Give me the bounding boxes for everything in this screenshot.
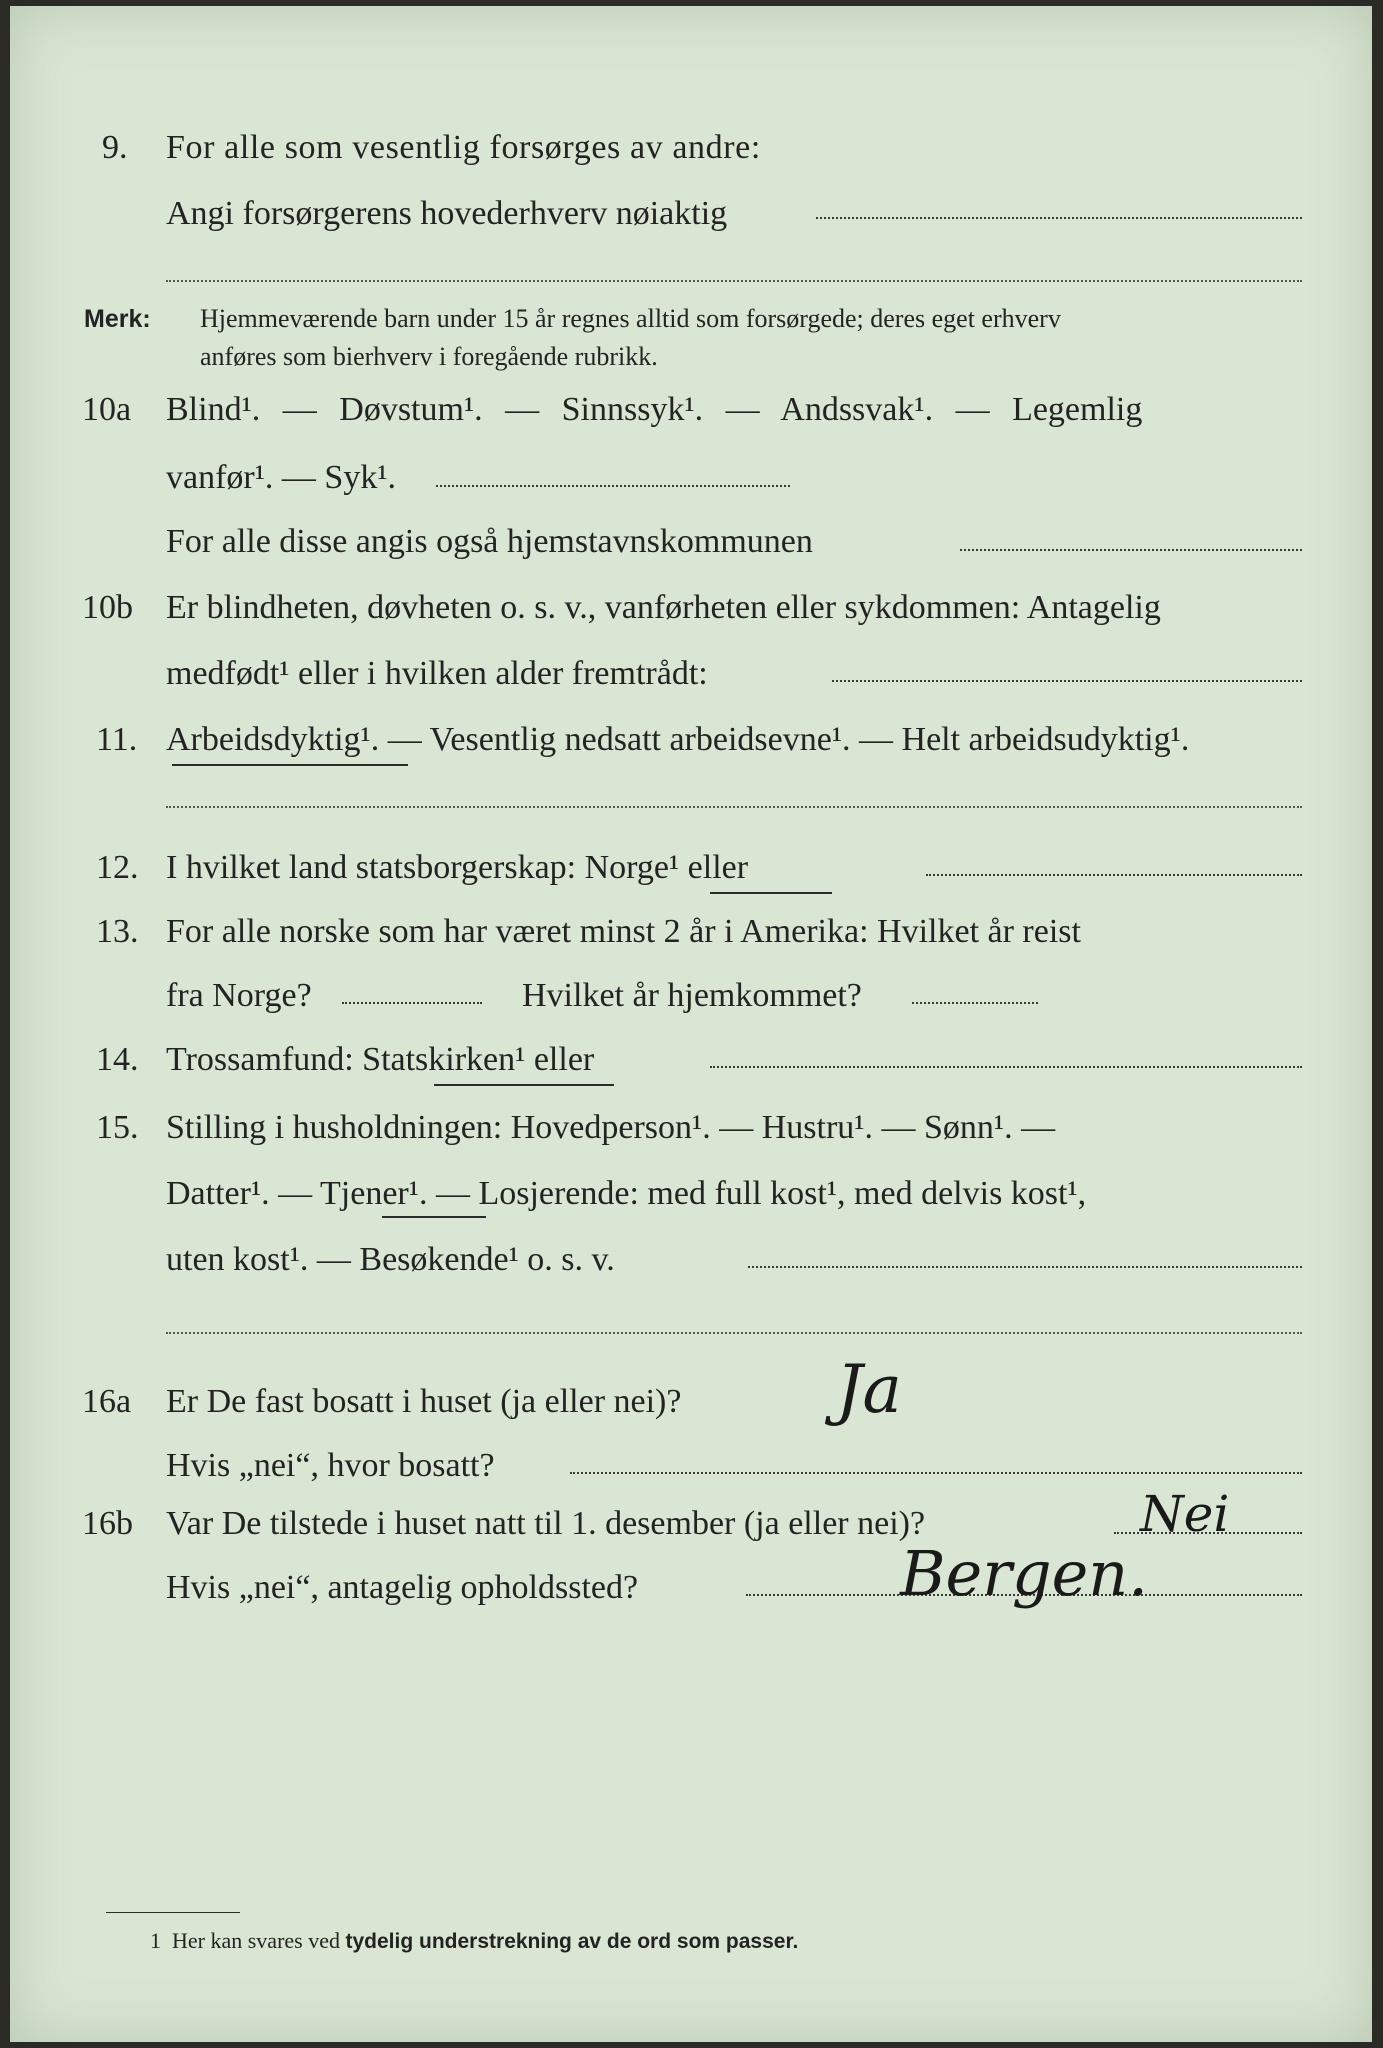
question-14-line1: Trossamfund: Statskirken¹ eller [166, 1041, 595, 1078]
footnote-mark: 1 [150, 1928, 161, 1953]
question-13-line2b: Hvilket år hjemkommet? [522, 977, 862, 1014]
question-10a-line2: vanfør¹. — Syk¹. [166, 459, 397, 496]
question-16a-number: 16a [82, 1383, 132, 1420]
question-15-number: 15. [96, 1109, 139, 1146]
question-14-answer-line[interactable] [710, 1066, 1302, 1068]
question-13-number: 13. [96, 913, 139, 950]
question-11-extra-line[interactable] [166, 806, 1302, 808]
census-form-page [10, 6, 1372, 2042]
question-9-answer-line[interactable] [816, 217, 1302, 219]
question-13-line2a: fra Norge? [166, 977, 312, 1014]
question-9-line1: For alle som vesentlig forsørges av andre: [166, 129, 761, 166]
question-9-number: 9. [102, 129, 128, 166]
question-12-line1: I hvilket land statsborgerskap: Norge¹ eller [166, 849, 749, 886]
question-15-line1: Stilling i husholdningen: Hovedperson¹. — Hustru¹. — Sønn¹. — [166, 1109, 1056, 1146]
question-13-line1: For alle norske som har været minst 2 år i Amerika: Hvilket år reist [166, 913, 1081, 950]
question-15-line3: uten kost¹. — Besøkende¹ o. s. v. [166, 1241, 615, 1278]
question-15-extra-line[interactable] [166, 1332, 1302, 1334]
question-16b-line1: Var De tilstede i huset natt til 1. desember (ja eller nei)? [166, 1505, 926, 1542]
question-10a-line3: For alle disse angis også hjemstavnskommunen [166, 523, 813, 560]
question-10b-line2: medfødt¹ eller i hvilken alder fremtrådt: [166, 655, 708, 692]
question-10b-answer-line[interactable] [832, 680, 1302, 682]
question-9-extra-line[interactable] [166, 280, 1302, 282]
question-10a-home-municipality-line[interactable] [960, 549, 1302, 551]
note-label: Merk: [84, 305, 151, 333]
footnote-text [172, 1926, 798, 1957]
question-10a-sick-answer-line[interactable] [436, 485, 790, 487]
note-line1: Hjemmeværende barn under 15 år regnes alltid som forsørgede; deres eget erhverv [200, 304, 1061, 333]
question-11-number: 11. [96, 721, 138, 758]
question-15-underline-tjener [382, 1216, 486, 1218]
footnote-text-plain: Her kan svares ved [172, 1928, 340, 1953]
question-10a-number: 10a [82, 391, 132, 428]
question-9-line2: Angi forsørgerens hovederhverv nøiaktig [166, 195, 728, 232]
question-16a-answer-line[interactable] [570, 1472, 1302, 1474]
question-12-number: 12. [96, 849, 139, 886]
question-14-underline-statskirken [434, 1084, 614, 1086]
question-11-line1: Arbeidsdyktig¹. — Vesentlig nedsatt arbeidsevne¹. — Helt arbeidsudyktig¹. [166, 721, 1190, 758]
question-15-line2: Datter¹. — Tjener¹. — Losjerende: med full kost¹, med delvis kost¹, [166, 1175, 1087, 1212]
question-10b-number: 10b [82, 589, 133, 626]
question-16a-line2: Hvis „nei“, hvor bosatt? [166, 1447, 495, 1484]
question-12-answer-line[interactable] [926, 874, 1302, 876]
question-16b-handwritten-answer-2: Bergen. [900, 1537, 1148, 1610]
question-16b-handwritten-answer-1: Nei [1140, 1485, 1230, 1543]
note-line2: anføres som bierhverv i foregående rubrikk. [200, 342, 658, 371]
footnote-separator [106, 1912, 240, 1913]
question-13-year-left-line[interactable] [342, 1002, 482, 1004]
question-16a-line1: Er De fast bosatt i huset (ja eller nei)? [166, 1383, 682, 1420]
question-10b-line1: Er blindheten, døvheten o. s. v., vanførheten eller sykdommen: Antagelig [166, 589, 1161, 626]
footnote-text-bold: tydelig understrekning av de ord som passer. [345, 1930, 799, 1953]
question-13-year-returned-line[interactable] [912, 1002, 1038, 1004]
question-16a-handwritten-answer: Ja [836, 1351, 902, 1428]
question-16b-line2: Hvis „nei“, antagelig opholdssted? [166, 1569, 639, 1606]
question-12-underline-norge [710, 892, 832, 894]
question-14-number: 14. [96, 1041, 139, 1078]
question-15-answer-line[interactable] [748, 1266, 1302, 1268]
question-16b-number: 16b [82, 1505, 133, 1542]
question-10a-line1: Blind¹. — Døvstum¹. — Sinnssyk¹. — Andssvak¹. — Legemlig [166, 391, 1143, 428]
question-11-underline-arbeidsdyktig [172, 764, 408, 766]
